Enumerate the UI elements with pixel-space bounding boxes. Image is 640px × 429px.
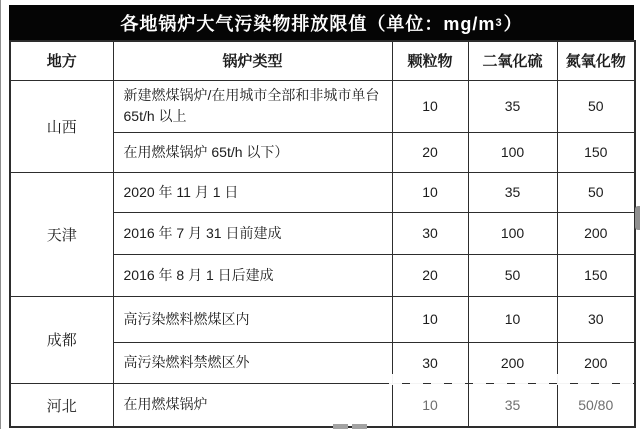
pm-value-cell: 20: [392, 254, 468, 296]
col-header-pm: 颗粒物: [392, 41, 468, 80]
boiler-type-cell: 2020 年 11 月 1 日: [113, 172, 392, 212]
so2-value-cell: 100: [468, 212, 557, 254]
col-header-region: 地方: [10, 41, 113, 80]
pm-value-cell: 10: [392, 80, 468, 132]
pm-value-cell: 30: [392, 342, 468, 383]
so2-value-cell: 50: [468, 254, 557, 296]
watermark-fragment: [352, 424, 367, 429]
pm-value-cell: 30: [392, 212, 468, 254]
scrollbar-thumb[interactable]: [635, 206, 640, 230]
so2-value-cell: 100: [468, 132, 557, 172]
so2-value-cell: 35: [468, 383, 557, 427]
nox-value-cell: 200: [557, 212, 635, 254]
region-cell-shanxi: 山西: [10, 80, 113, 172]
pm-value-cell: 20: [392, 132, 468, 172]
title-text: 各地锅炉大气污染物排放限值（单位：mg/m: [120, 13, 496, 34]
boiler-type-cell: 在用燃煤锅炉 65t/h 以下）: [113, 132, 392, 172]
table-row: [10, 296, 635, 342]
col-header-boiler-type: 锅炉类型: [113, 41, 392, 80]
title-superscript: 3: [495, 16, 503, 29]
table-row: [10, 383, 635, 427]
so2-value-cell: 10: [468, 296, 557, 342]
col-header-nox: 氮氧化物: [557, 41, 635, 80]
table-row: [10, 172, 635, 212]
region-cell-chengdu: 成都: [10, 296, 113, 383]
table-row: [10, 80, 635, 132]
boiler-type-cell: 新建燃煤锅炉/在用城市全部和非城市单台 65t/h 以上: [113, 80, 392, 132]
boiler-type-cell: 在用燃煤锅炉: [113, 383, 392, 427]
so2-value-cell: 35: [468, 80, 557, 132]
pm-value-cell: 10: [392, 172, 468, 212]
watermark-fragment: [333, 424, 348, 429]
pm-value-cell: 10: [392, 296, 468, 342]
header-row: [10, 41, 635, 80]
nox-value-cell: 200: [557, 342, 635, 383]
title-suffix: ）: [503, 13, 523, 34]
nox-value-cell: 150: [557, 254, 635, 296]
so2-value-cell: 35: [468, 172, 557, 212]
emission-limits-table: [9, 40, 636, 428]
nox-value-cell: 50: [557, 172, 635, 212]
boiler-type-cell: 高污染燃料禁燃区外: [113, 342, 392, 383]
nox-value-cell: 50/80: [557, 383, 635, 427]
nox-value-cell: 30: [557, 296, 635, 342]
region-cell-tianjin: 天津: [10, 172, 113, 296]
nox-value-cell: 150: [557, 132, 635, 172]
boiler-type-cell: 高污染燃料燃煤区内: [113, 296, 392, 342]
boiler-type-cell: 2016 年 8 月 1 日后建成: [113, 254, 392, 296]
boiler-type-cell: 2016 年 7 月 31 日前建成: [113, 212, 392, 254]
so2-value-cell: 200: [468, 342, 557, 383]
pm-value-cell: 10: [392, 383, 468, 427]
region-cell-hebei: 河北: [10, 383, 113, 427]
col-header-so2: 二氧化硫: [468, 41, 557, 80]
nox-value-cell: 50: [557, 80, 635, 132]
table-title: [9, 5, 634, 40]
